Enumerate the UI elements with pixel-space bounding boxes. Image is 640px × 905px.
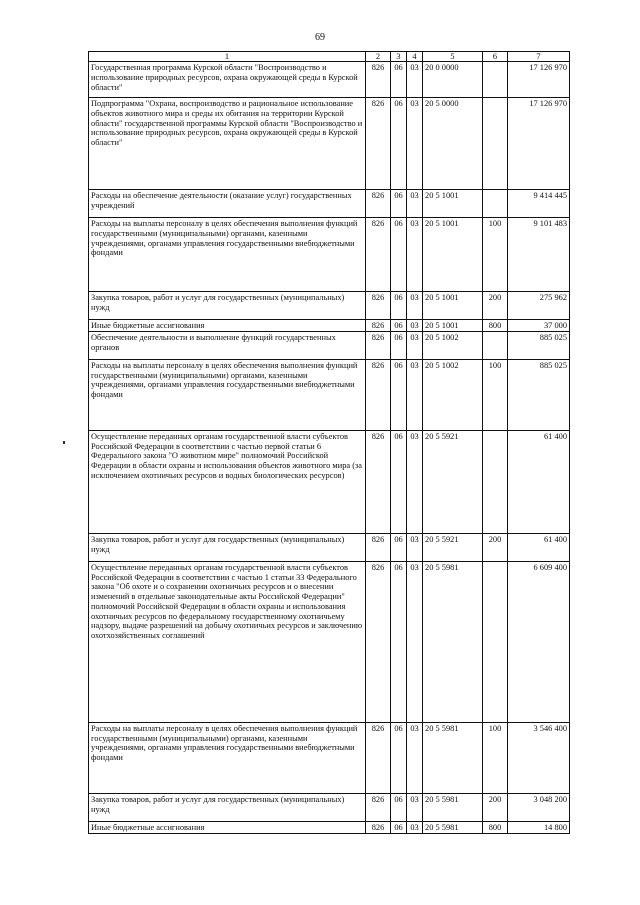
header-col-4: 4 [407, 52, 423, 62]
row-amount: 6 609 400 [508, 561, 570, 722]
row-expense-type: 100 [483, 218, 508, 292]
row-code: 826 [366, 98, 391, 190]
row-code: 826 [366, 533, 391, 561]
row-target-code: 20 5 1001 [423, 218, 483, 292]
row-amount: 9 414 445 [508, 190, 570, 218]
row-subsection: 03 [407, 722, 423, 793]
scan-speck [63, 441, 65, 444]
row-name: Расходы на выплаты персоналу в целях обеспечения выполнения функций государственными (муниципальными) органами, казенными учреждениями, органами управления государственными внебюджетными фондами [89, 722, 366, 793]
row-expense-type: 200 [483, 793, 508, 821]
row-expense-type: 800 [483, 320, 508, 332]
row-expense-type [483, 62, 508, 98]
row-target-code: 20 5 1002 [423, 359, 483, 430]
row-section: 06 [391, 561, 407, 722]
row-section: 06 [391, 320, 407, 332]
row-section: 06 [391, 218, 407, 292]
row-code: 826 [366, 292, 391, 320]
row-target-code: 20 0 0000 [423, 62, 483, 98]
row-subsection: 03 [407, 430, 423, 533]
row-target-code: 20 5 5921 [423, 533, 483, 561]
row-section: 06 [391, 359, 407, 430]
row-expense-type [483, 331, 508, 359]
row-amount: 3 048 200 [508, 793, 570, 821]
row-expense-type [483, 430, 508, 533]
row-section: 06 [391, 821, 407, 833]
row-expense-type: 800 [483, 821, 508, 833]
row-expense-type: 100 [483, 359, 508, 430]
row-name: Закупка товаров, работ и услуг для государственных (муниципальных) нужд [89, 793, 366, 821]
row-amount: 17 126 970 [508, 98, 570, 190]
table-row [89, 533, 570, 561]
row-section: 06 [391, 190, 407, 218]
row-section: 06 [391, 793, 407, 821]
row-section: 06 [391, 430, 407, 533]
header-row [89, 52, 570, 62]
row-code: 826 [366, 722, 391, 793]
row-name: Закупка товаров, работ и услуг для государственных (муниципальных) нужд [89, 533, 366, 561]
row-expense-type [483, 190, 508, 218]
header-col-6: 6 [483, 52, 508, 62]
header-col-2: 2 [366, 52, 391, 62]
row-target-code: 20 5 1001 [423, 190, 483, 218]
row-amount: 61 400 [508, 533, 570, 561]
row-subsection: 03 [407, 793, 423, 821]
row-target-code: 20 5 5981 [423, 561, 483, 722]
table-row [89, 722, 570, 793]
row-amount: 3 546 400 [508, 722, 570, 793]
row-name: Закупка товаров, работ и услуг для государственных (муниципальных) нужд [89, 292, 366, 320]
row-name: Расходы на выплаты персоналу в целях обеспечения выполнения функций государственными (муниципальными) органами, казенными учреждениями, органами управления государственными внебюджетными фондами [89, 218, 366, 292]
row-subsection: 03 [407, 98, 423, 190]
row-code: 826 [366, 561, 391, 722]
row-code: 826 [366, 793, 391, 821]
row-subsection: 03 [407, 561, 423, 722]
row-code: 826 [366, 331, 391, 359]
table-row [89, 821, 570, 833]
row-subsection: 03 [407, 821, 423, 833]
row-name: Обеспечение деятельности и выполнение функций государственных органов [89, 331, 366, 359]
row-subsection: 03 [407, 190, 423, 218]
row-subsection: 03 [407, 292, 423, 320]
header-col-3: 3 [391, 52, 407, 62]
table-row [89, 793, 570, 821]
row-code: 826 [366, 430, 391, 533]
row-target-code: 20 5 1002 [423, 331, 483, 359]
table-row [89, 62, 570, 98]
budget-table [88, 51, 570, 834]
row-code: 826 [366, 320, 391, 332]
row-code: 826 [366, 190, 391, 218]
table-row [89, 320, 570, 332]
row-section: 06 [391, 331, 407, 359]
row-subsection: 03 [407, 320, 423, 332]
row-expense-type: 200 [483, 533, 508, 561]
row-amount: 9 101 483 [508, 218, 570, 292]
table-body [89, 62, 570, 834]
row-amount: 14 800 [508, 821, 570, 833]
row-target-code: 20 5 5981 [423, 793, 483, 821]
row-code: 826 [366, 218, 391, 292]
row-target-code: 20 5 5981 [423, 722, 483, 793]
row-name: Осуществление переданных органам государственной власти субъектов Российской Федерации в соответствии с частью первой статьи 6 Федерального закона "О животном мире" полномочий Российской Федерации в области охраны и использования объектов животного мира (за исключением охотничьих ресурсов и водных биологических ресурсов) [89, 430, 366, 533]
row-section: 06 [391, 292, 407, 320]
row-subsection: 03 [407, 62, 423, 98]
table-row [89, 561, 570, 722]
table-header [89, 52, 570, 62]
page-number: 69 [315, 32, 325, 43]
row-expense-type [483, 561, 508, 722]
row-target-code: 20 5 5921 [423, 430, 483, 533]
header-col-1: 1 [89, 52, 366, 62]
row-section: 06 [391, 722, 407, 793]
row-code: 826 [366, 359, 391, 430]
row-code: 826 [366, 821, 391, 833]
table-row [89, 218, 570, 292]
row-subsection: 03 [407, 331, 423, 359]
table-row [89, 331, 570, 359]
table-row [89, 359, 570, 430]
row-amount: 17 126 970 [508, 62, 570, 98]
table-row [89, 98, 570, 190]
table-row [89, 190, 570, 218]
row-name: Подпрограмма "Охрана, воспроизводство и рациональное использование объектов животного мира и среды их обитания на территории Курской области" государственной программы Курской области "Воспроизводство и использование природных ресурсов, охрана окружающей среды в Курской области" [89, 98, 366, 190]
row-name: Иные бюджетные ассигнования [89, 320, 366, 332]
row-name: Иные бюджетные ассигнования [89, 821, 366, 833]
row-name: Осуществление переданных органам государственной власти субъектов Российской Федерации в соответствии с частью 1 статьи 33 Федерального закона "Об охоте и о сохранении охотничьих ресурсов и о внесении изменений в отдельные законодательные акты Российской Федерации" полномочий Российской Федерации в области охраны и использования охотничьих ресурсов по федеральному государственному охотничьему надзору, выдаче разрешений на добычу охотничьих ресурсов и заключению охотхозяйственных соглашений [89, 561, 366, 722]
table-row [89, 292, 570, 320]
row-section: 06 [391, 62, 407, 98]
row-section: 06 [391, 533, 407, 561]
row-subsection: 03 [407, 533, 423, 561]
row-target-code: 20 5 1001 [423, 320, 483, 332]
row-code: 826 [366, 62, 391, 98]
row-subsection: 03 [407, 359, 423, 430]
row-amount: 61 400 [508, 430, 570, 533]
row-section: 06 [391, 98, 407, 190]
row-subsection: 03 [407, 218, 423, 292]
row-expense-type: 100 [483, 722, 508, 793]
row-target-code: 20 5 1001 [423, 292, 483, 320]
row-amount: 37 000 [508, 320, 570, 332]
row-amount: 885 025 [508, 331, 570, 359]
header-col-7: 7 [508, 52, 570, 62]
row-name: Государственная программа Курской области "Воспроизводство и использование природных ресурсов, охрана окружающей среды в Курской области" [89, 62, 366, 98]
row-target-code: 20 5 0000 [423, 98, 483, 190]
row-name: Расходы на выплаты персоналу в целях обеспечения выполнения функций государственными (муниципальными) органами, казенными учреждениями, органами управления государственными внебюджетными фондами [89, 359, 366, 430]
header-col-5: 5 [423, 52, 483, 62]
row-target-code: 20 5 5981 [423, 821, 483, 833]
table-row [89, 430, 570, 533]
row-name: Расходы на обеспечение деятельности (оказание услуг) государственных учреждений [89, 190, 366, 218]
row-amount: 885 025 [508, 359, 570, 430]
row-expense-type [483, 98, 508, 190]
row-expense-type: 200 [483, 292, 508, 320]
row-amount: 275 962 [508, 292, 570, 320]
